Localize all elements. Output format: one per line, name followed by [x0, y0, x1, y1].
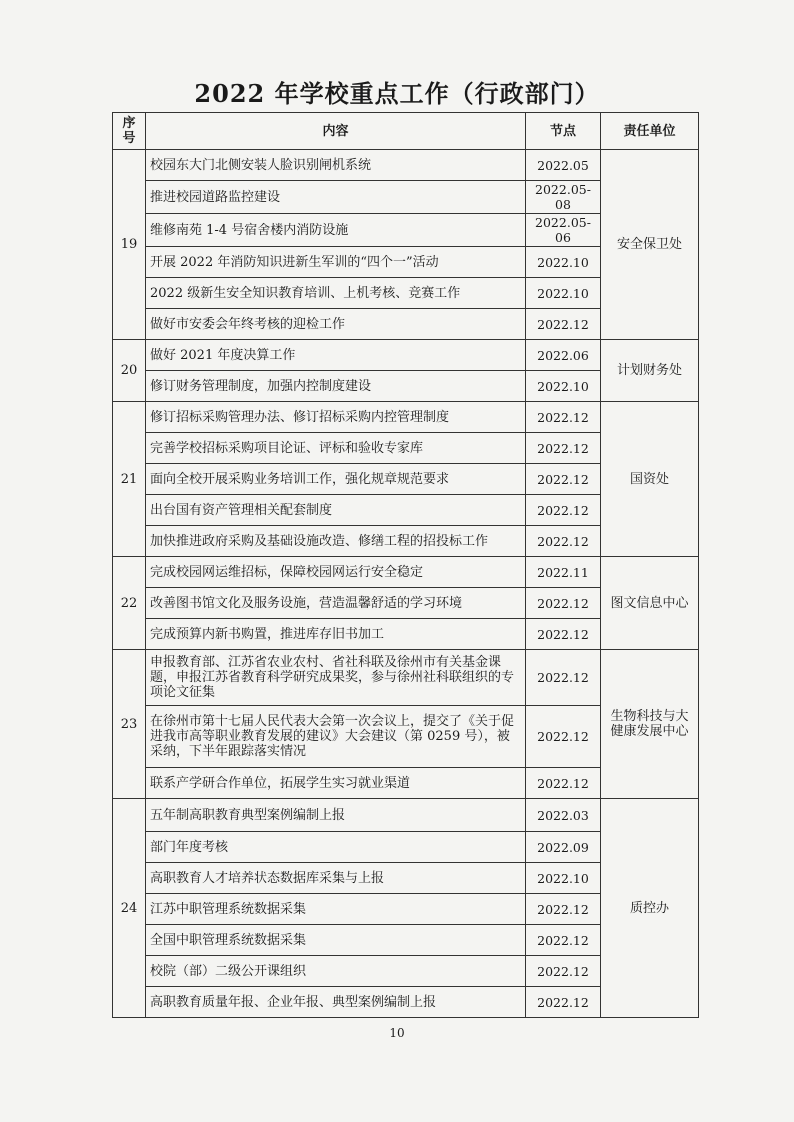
node-cell: 2022.10: [526, 371, 601, 402]
node-cell: 2022.12: [526, 956, 601, 987]
table-row: [113, 650, 699, 706]
content-cell: 高职教育质量年报、企业年报、典型案例编制上报: [146, 987, 526, 1018]
content-cell: 完成校园网运维招标，保障校园网运行安全稳定: [146, 557, 526, 588]
node-cell: 2022.12: [526, 650, 601, 706]
node-cell: 2022.05-08: [526, 181, 601, 214]
node-cell: 2022.12: [526, 433, 601, 464]
node-cell: 2022.12: [526, 495, 601, 526]
content-cell: 申报教育部、江苏省农业农村、省社科联及徐州市有关基金课题，申报江苏省教育科学研究成果奖，参与徐州社科联组织的专项论文征集: [146, 650, 526, 706]
table-row: [113, 150, 699, 181]
node-cell: 2022.12: [526, 464, 601, 495]
node-cell: 2022.12: [526, 987, 601, 1018]
node-cell: 2022.12: [526, 309, 601, 340]
seq-cell: 24: [113, 799, 146, 1018]
page-number: 10: [389, 1026, 405, 1040]
unit-cell: 计划财务处: [601, 340, 699, 402]
node-cell: 2022.10: [526, 247, 601, 278]
header-seq: 序号: [113, 113, 146, 150]
node-cell: 2022.12: [526, 768, 601, 799]
content-cell: 改善图书馆文化及服务设施，营造温馨舒适的学习环境: [146, 588, 526, 619]
unit-cell: 生物科技与大健康发展中心: [601, 650, 699, 799]
node-cell: 2022.12: [526, 526, 601, 557]
node-cell: 2022.10: [526, 863, 601, 894]
table-header-row: [113, 113, 699, 150]
unit-cell: 图文信息中心: [601, 557, 699, 650]
content-cell: 出台国有资产管理相关配套制度: [146, 495, 526, 526]
content-cell: 推进校园道路监控建设: [146, 181, 526, 214]
content-cell: 校园东大门北侧安装人脸识别闸机系统: [146, 150, 526, 181]
node-cell: 2022.10: [526, 278, 601, 309]
unit-cell: 安全保卫处: [601, 150, 699, 340]
content-cell: 做好 2021 年度决算工作: [146, 340, 526, 371]
content-cell: 校院（部）二级公开课组织: [146, 956, 526, 987]
content-cell: 做好市安委会年终考核的迎检工作: [146, 309, 526, 340]
node-cell: 2022.09: [526, 832, 601, 863]
unit-cell: 国资处: [601, 402, 699, 557]
content-cell: 五年制高职教育典型案例编制上报: [146, 799, 526, 832]
content-cell: 修订招标采购管理办法、修订招标采购内控管理制度: [146, 402, 526, 433]
seq-cell: 21: [113, 402, 146, 557]
node-cell: 2022.05: [526, 150, 601, 181]
seq-cell: 23: [113, 650, 146, 799]
content-cell: 开展 2022 年消防知识进新生军训的“四个一”活动: [146, 247, 526, 278]
content-cell: 2022 级新生安全知识教育培训、上机考核、竞赛工作: [146, 278, 526, 309]
content-cell: 完善学校招标采购项目论证、评标和验收专家库: [146, 433, 526, 464]
node-cell: 2022.03: [526, 799, 601, 832]
content-cell: 维修南苑 1-4 号宿舍楼内消防设施: [146, 214, 526, 247]
content-cell: 加快推进政府采购及基础设施改造、修缮工程的招投标工作: [146, 526, 526, 557]
node-cell: 2022.12: [526, 619, 601, 650]
content-cell: 联系产学研合作单位，拓展学生实习就业渠道: [146, 768, 526, 799]
content-cell: 面向全校开展采购业务培训工作，强化规章规范要求: [146, 464, 526, 495]
node-cell: 2022.06: [526, 340, 601, 371]
node-cell: 2022.05-06: [526, 214, 601, 247]
seq-cell: 20: [113, 340, 146, 402]
table-row: [113, 557, 699, 588]
work-table: [112, 112, 699, 1018]
content-cell: 部门年度考核: [146, 832, 526, 863]
seq-cell: 19: [113, 150, 146, 340]
node-cell: 2022.12: [526, 706, 601, 768]
header-unit: 责任单位: [601, 113, 699, 150]
content-cell: 江苏中职管理系统数据采集: [146, 894, 526, 925]
content-cell: 在徐州市第十七届人民代表大会第一次会议上，提交了《关于促进我市高等职业教育发展的建议》大会建议（第 0259 号），被采纳，下半年跟踪落实情况: [146, 706, 526, 768]
content-cell: 高职教育人才培养状态数据库采集与上报: [146, 863, 526, 894]
node-cell: 2022.12: [526, 588, 601, 619]
seq-cell: 22: [113, 557, 146, 650]
node-cell: 2022.11: [526, 557, 601, 588]
header-content: 内容: [146, 113, 526, 150]
table-row: [113, 340, 699, 371]
page-title: 2022 年学校重点工作（行政部门）: [194, 79, 600, 108]
table-row: [113, 402, 699, 433]
header-node: 节点: [526, 113, 601, 150]
content-cell: 修订财务管理制度，加强内控制度建设: [146, 371, 526, 402]
unit-cell: 质控办: [601, 799, 699, 1018]
node-cell: 2022.12: [526, 402, 601, 433]
content-cell: 完成预算内新书购置，推进库存旧书加工: [146, 619, 526, 650]
node-cell: 2022.12: [526, 925, 601, 956]
content-cell: 全国中职管理系统数据采集: [146, 925, 526, 956]
table-body: [113, 150, 699, 1018]
table-row: [113, 799, 699, 832]
node-cell: 2022.12: [526, 894, 601, 925]
